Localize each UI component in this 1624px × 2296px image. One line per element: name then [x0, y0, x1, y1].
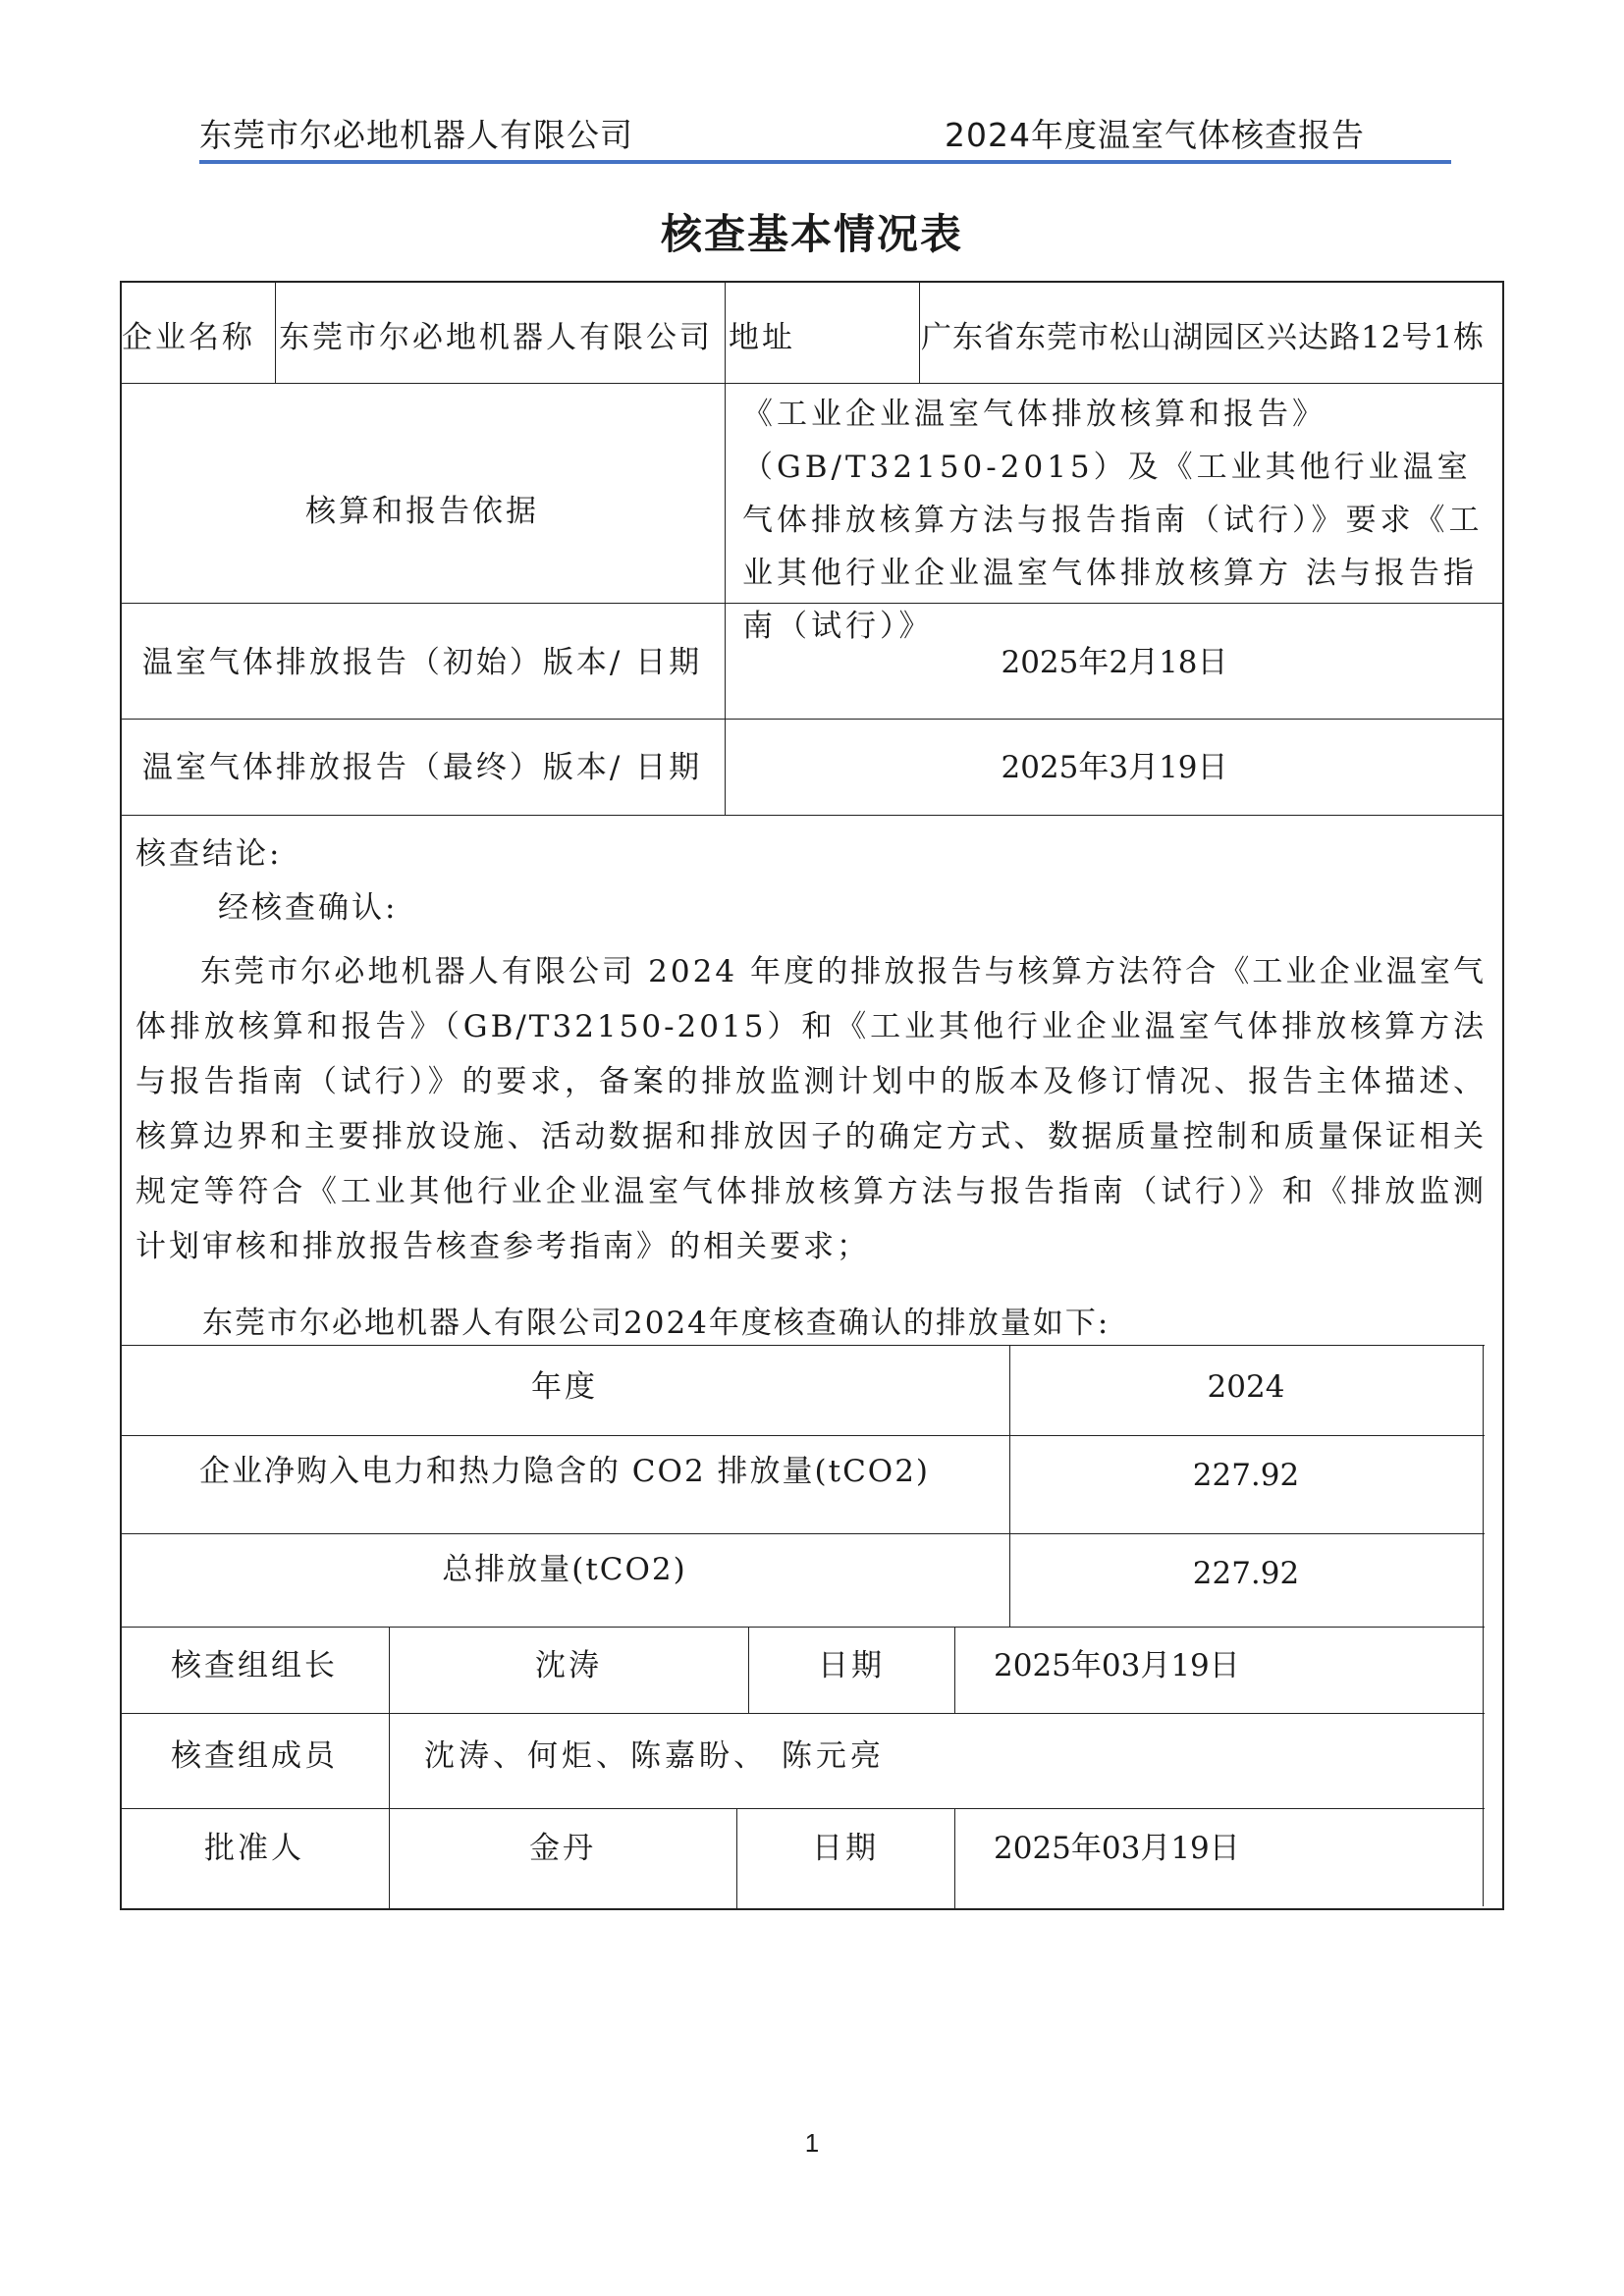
total-emission-value: 227.92	[1192, 1556, 1300, 1591]
address-value: 广东省东莞市松山湖园区兴达路12号1栋	[921, 320, 1486, 355]
indirect-emission-value: 227.92	[1192, 1458, 1300, 1493]
final-report-label: 温室气体排放报告（最终）版本/ 日期	[141, 750, 703, 785]
approver-value: 金丹	[529, 1831, 596, 1866]
approver-date-label: 日期	[812, 1831, 879, 1866]
members-label: 核查组成员	[171, 1738, 338, 1774]
year-value: 2024	[1207, 1369, 1285, 1405]
company-name-label: 企业名称	[122, 320, 255, 355]
approver-date-value: 2025年03月19日	[994, 1831, 1240, 1866]
initial-report-label: 温室气体排放报告（初始）版本/ 日期	[141, 645, 703, 680]
year-label: 年度	[531, 1369, 598, 1405]
approver-label: 批准人	[204, 1831, 304, 1866]
header-report-title: 2024年度温室气体核查报告	[945, 116, 1365, 154]
conclusion-confirm: 经核查确认:	[218, 890, 399, 926]
address-label: 地址	[729, 320, 795, 355]
members-value: 沈涛、何炬、陈嘉盼、 陈元亮	[424, 1738, 885, 1774]
company-name-value: 东莞市尔必地机器人有限公司	[279, 320, 713, 355]
leader-date-value: 2025年03月19日	[994, 1648, 1240, 1683]
header-company: 东莞市尔必地机器人有限公司	[199, 116, 633, 154]
page-title: 核查基本情况表	[660, 210, 963, 258]
leader-label: 核查组组长	[171, 1648, 338, 1683]
page-number: 1	[804, 2128, 820, 2158]
basis-value: 《工业企业温室气体排放核算和报告》（GB/T32150-2015）及《工业其他行业温室气体排放核算方法与报告指南（试行）》要求《工业其他行业企业温室气体排放核算方 法与报告指南（试行）》	[742, 397, 1484, 644]
header-divider	[199, 160, 1451, 164]
indirect-emission-label: 企业净购入电力和热力隐含的 CO2 排放量(tCO2)	[198, 1454, 931, 1489]
total-emission-label: 总排放量(tCO2)	[442, 1552, 687, 1587]
basis-label: 核算和报告依据	[305, 494, 539, 529]
final-report-date: 2025年3月19日	[1001, 750, 1228, 785]
leader-value: 沈涛	[535, 1648, 602, 1683]
leader-date-label: 日期	[818, 1648, 885, 1683]
initial-report-date: 2025年2月18日	[1001, 645, 1228, 680]
conclusion-paragraph: 东莞市尔必地机器人有限公司 2024 年度的排放报告与核算方法符合《工业企业温室气体排放核算和报告》（GB/T32150-2015）和《工业其他行业企业温室气体排放核算方法与报告指南（试行）》的要求，备案的排放监测计划中的版本及修订情况、报告主体描述、核算边界和主要排放设施、活动数据和排放因子的确定方式、数据质量控制和质量保证相关规定等符合《工业其他行业企业温室气体排放核算方法与报告指南（试行）》和《排放监测计划审核和排放报告核查参考指南》的相关要求；	[135, 954, 1487, 1264]
emissions-intro: 东莞市尔必地机器人有限公司2024年度核查确认的排放量如下:	[202, 1306, 1110, 1341]
conclusion-label: 核查结论:	[135, 836, 283, 872]
